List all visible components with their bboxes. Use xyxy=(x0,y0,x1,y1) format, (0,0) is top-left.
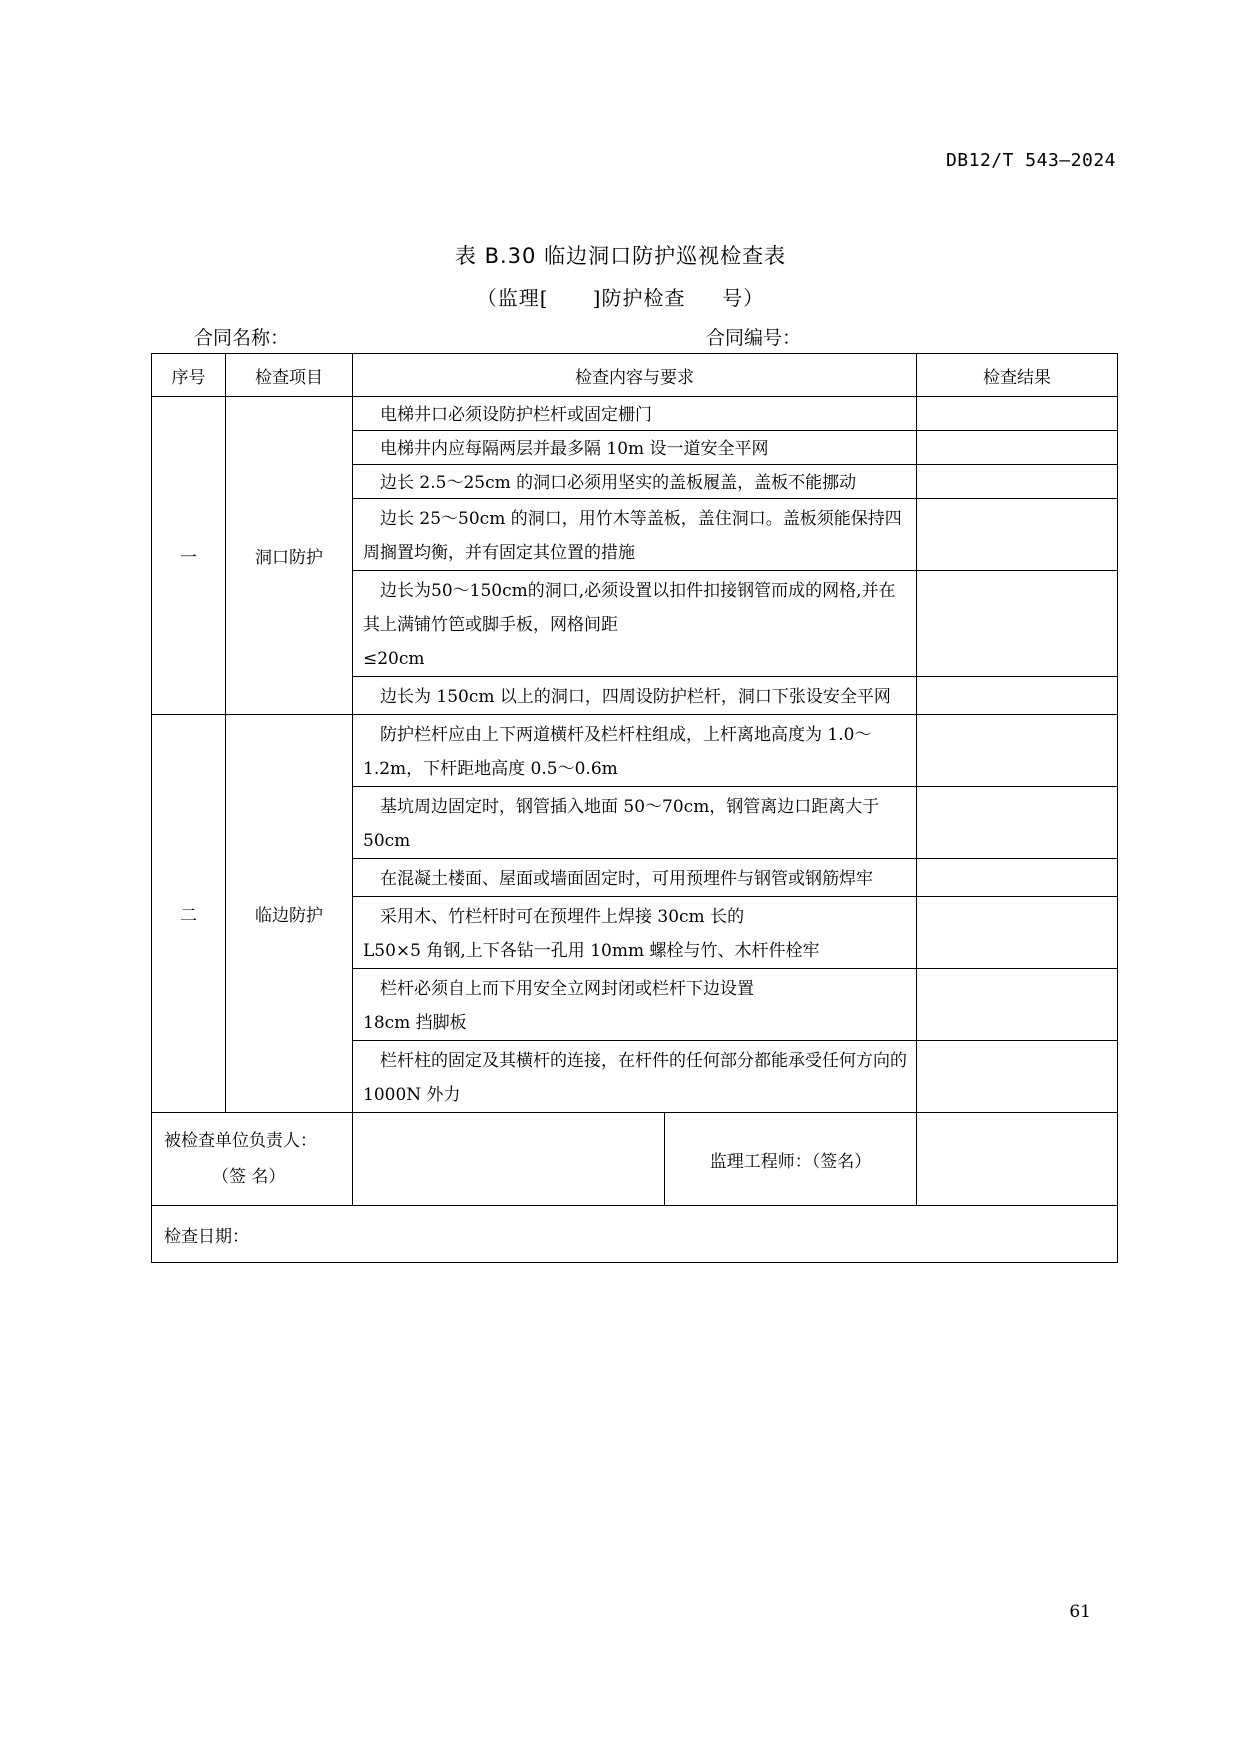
row-content: 边长为 150cm 以上的洞口，四周设防护栏杆，洞口下张设安全平网 xyxy=(353,677,917,715)
header-no: 序号 xyxy=(152,354,226,397)
result-cell[interactable] xyxy=(917,969,1118,1041)
contract-number-label: 合同编号： xyxy=(706,327,802,349)
result-cell[interactable] xyxy=(917,897,1118,969)
table-row xyxy=(152,397,1118,431)
row-content: 电梯井口必须设防护栏杆或固定栅门 xyxy=(353,397,917,431)
header-item: 检查项目 xyxy=(226,354,353,397)
row-content: 在混凝土楼面、屋面或墙面固定时，可用预埋件与钢管或钢筋焊牢 xyxy=(353,859,917,897)
row-content: 基坑周边固定时，钢管插入地面 50～70cm，钢管离边口距离大于 50cm xyxy=(353,787,917,859)
result-cell[interactable] xyxy=(917,1041,1118,1113)
group-1-no: 一 xyxy=(152,397,226,715)
row-content: 边长为50～150cm的洞口,必须设置以扣件扣接钢管而成的网格,并在其上满铺竹笆或脚手板，网格间距 ≤20cm xyxy=(353,571,917,677)
row-content: 电梯井内应每隔两层并最多隔 10m 设一道安全平网 xyxy=(353,431,917,465)
group-2-no: 二 xyxy=(152,715,226,1113)
row-content: 边长 25～50cm 的洞口，用竹木等盖板，盖住洞口。盖板须能保持四周搁置均衡，并有固定其位置的措施 xyxy=(353,499,917,571)
document-code: DB12/T 543—2024 xyxy=(945,150,1116,171)
header-content: 检查内容与要求 xyxy=(353,354,917,397)
supervisor-label: 监理工程师：（签名） xyxy=(665,1113,917,1206)
inspected-unit-signature-field[interactable] xyxy=(353,1113,665,1206)
group-1-item: 洞口防护 xyxy=(226,397,353,715)
table-title: 表 B.30 临边洞口防护巡视检查表 xyxy=(454,244,787,268)
header-result: 检查结果 xyxy=(917,354,1118,397)
group-2-item: 临边防护 xyxy=(226,715,353,1113)
result-cell[interactable] xyxy=(917,397,1118,431)
table-row xyxy=(152,715,1118,787)
table-header-row xyxy=(152,354,1118,397)
row-content: 防护栏杆应由上下两道横杆及栏杆柱组成，上杆离地高度为 1.0～1.2m，下杆距地高度 0.5～0.6m xyxy=(353,715,917,787)
result-cell[interactable] xyxy=(917,859,1118,897)
result-cell[interactable] xyxy=(917,465,1118,499)
result-cell[interactable] xyxy=(917,787,1118,859)
row-content: 采用木、竹栏杆时可在预埋件上焊接 30cm 长的 L50×5 角钢,上下各钻一孔用 10mm 螺栓与竹、木杆件栓牢 xyxy=(353,897,917,969)
table-subtitle: （监理[ ]防护检查 号） xyxy=(476,286,765,310)
row-content: 栏杆必须自上而下用安全立网封闭或栏杆下边设置 18cm 挡脚板 xyxy=(353,969,917,1041)
inspected-unit-cell xyxy=(152,1113,353,1206)
row-content: 边长 2.5～25cm 的洞口必须用坚实的盖板履盖，盖板不能挪动 xyxy=(353,465,917,499)
inspected-unit-label: 被检查单位负责人： xyxy=(164,1131,317,1151)
result-cell[interactable] xyxy=(917,571,1118,677)
row-content: 栏杆柱的固定及其横杆的连接，在杆件的任何部分都能承受任何方向的 1000N 外力 xyxy=(353,1041,917,1113)
supervisor-signature-field[interactable] xyxy=(917,1113,1118,1206)
signature-row xyxy=(152,1113,1118,1206)
result-cell[interactable] xyxy=(917,499,1118,571)
contract-name-label: 合同名称： xyxy=(194,327,290,349)
date-row xyxy=(152,1206,1118,1263)
sign-label: （签 名） xyxy=(212,1167,286,1187)
page-number: 61 xyxy=(1069,1602,1091,1622)
inspection-date-label: 检查日期： xyxy=(152,1206,1118,1263)
result-cell[interactable] xyxy=(917,677,1118,715)
inspection-table xyxy=(151,353,1118,1263)
result-cell[interactable] xyxy=(917,715,1118,787)
result-cell[interactable] xyxy=(917,431,1118,465)
